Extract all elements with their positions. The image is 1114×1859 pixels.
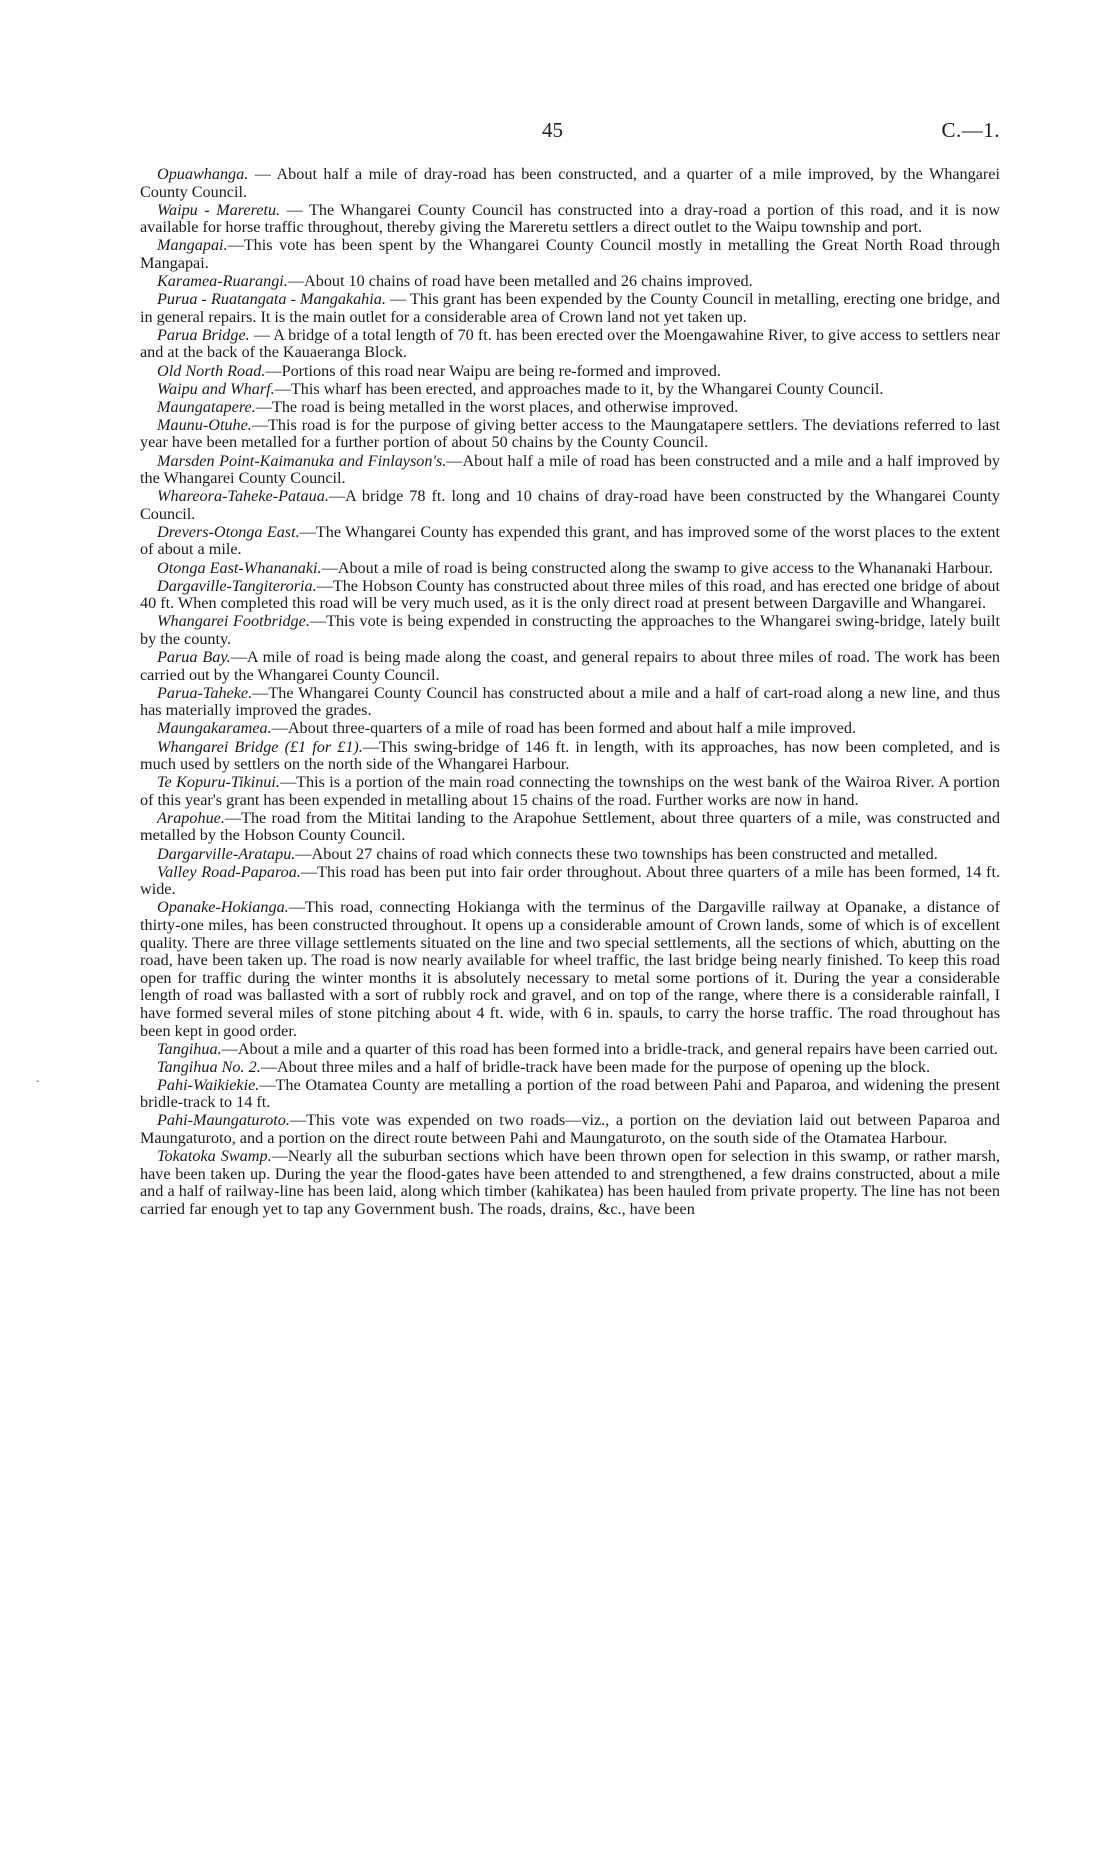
paragraph-heading: Whareora-Taheke-Pataua. [157,487,329,506]
paragraph-heading: Dargaville-Tangiteroria. [157,576,317,595]
paragraph-heading: Pahi-Maungaturoto. [157,1111,290,1130]
paragraph [140,524,1000,559]
paragraph [140,1112,1000,1147]
paragraph [140,864,1000,899]
paragraph-text: —About 10 chains of road have been metalled and 26 chains improved. [287,272,753,291]
paragraph-text: —A mile of road is being made along the coast, and general repairs to about three miles of road. The work has been carried out by the Whangarei County Council. [140,648,1000,684]
paragraph [140,846,1000,864]
report-reference: C.—1. [941,118,1000,142]
paragraph [140,899,1000,1040]
paragraph-heading: Tangihua No. 2. [157,1057,261,1076]
paragraph-heading: Waipu - Mareretu. [157,200,281,219]
page-number: 45 [542,118,563,142]
paragraph-heading: Whangarei Footbridge. [157,612,310,631]
paragraph-text: —Nearly all the suburban sections which have been thrown open for selection in this swamp, or rather marsh, have been taken up. During the year the flood-gates have been attended to and strengthened, a few drains constructed, about a mile and a half of railway-line has been laid, along which timber (kahikatea) has been hauled from private property. The line has not been carried far enough yet to tap any Government bush. The roads, drains, &c., have been [140,1147,1000,1218]
paragraph-text: —The Whangarei County has expended this grant, and has improved some of the worst places to the extent of about a mile. [140,522,1000,559]
paragraph [140,649,1000,684]
paragraph [140,399,1000,417]
paragraph-text: —The Hobson County has constructed about three miles of this road, and has erected one bridge of about 40 ft. When completed this road will be very much used, as it is the only direct road at present between Dargaville and Whangarei. [140,576,1000,613]
paragraph-heading: Waipu and Wharf. [157,379,275,398]
paragraph [140,417,1000,452]
document-page [140,0,1001,1218]
paragraph-heading: Dargarville-Aratapu. [157,844,296,863]
paragraph [140,1041,1000,1059]
paragraph [140,613,1000,648]
paragraph-text: — This grant has been expended by the County Council in metalling, erecting one bridge, and in general repairs. It is the main outlet for a considerable area of Crown land not yet taken up. [140,290,1000,326]
paragraph-heading: Valley Road-Paparoa. [157,862,301,881]
paragraph-text: —About a mile and a quarter of this road has been formed into a bridle-track, and general repairs have been carried out. [221,1039,998,1058]
paragraph [140,327,1000,362]
paragraph-text: —About half a mile of road has been constructed and a mile and a half improved by the Whangarei County Council. [140,451,1000,488]
paragraph-text: — The Whangarei County Council has constructed into a dray-road a portion of this road, and it is now available for horse traffic throughout, thereby giving the Mareretu settlers a direct outlet to the Waipu township and port. [140,200,1000,237]
paragraph-heading: Tangihua. [157,1039,222,1058]
paragraph-text: —A bridge 78 ft. long and 10 chains of dray-road have been constructed by the Whangarei County Council. [140,487,1000,523]
paragraph-heading: Te Kopuru-Tikinui. [157,773,280,792]
paragraph-text: —The road is being metalled in the worst places, and otherwise improved. [255,397,739,416]
paragraph [140,720,1000,738]
paragraph-text: —This wharf has been erected, and approaches made to it, by the Whangarei County Council. [274,379,884,398]
paragraph-text: —About 27 chains of road which connects these two townships has been constructed and metalled. [295,844,938,863]
paragraph-text: —This vote was expended on two roads—viz., a portion on the deviation laid out between Paparoa and Maungaturoto, and a portion on the direct route between Pahi and Maungaturoto, on the south side of the Otamatea Harbour. [140,1111,1000,1148]
paragraph-text: —The Otamatea County are metalling a portion of the road between Pahi and Paparoa, and widening the present bridle-track to 14 ft. [140,1075,1000,1112]
paragraph [140,273,1000,291]
paragraph-text: —About a mile of road is being constructed along the swamp to give access to the Whananaki Harbour. [321,558,993,577]
paragraph-text: —This vote has been spent by the Whangarei County Council mostly in metalling the Great North Road through Mangapai. [140,236,1000,272]
paragraph [140,166,1000,201]
paragraph-heading: Pahi-Waikiekie. [157,1075,260,1094]
paragraph-text: —The Whangarei County Council has constructed about a mile and a half of cart-road along a new line, and thus has materially improved the grades. [140,683,1000,720]
paragraph-heading: Drevers-Otonga East. [157,522,300,541]
paragraph [140,578,1000,613]
paragraph-text: —This road has been put into fair order throughout. About three quarters of a mile has been formed, 14 ft. wide. [140,862,1000,899]
margin-mark: ˆ [36,1080,40,1091]
document-body [140,166,1000,1219]
paragraph-heading: Parua Bay. [157,648,231,667]
paragraph [140,810,1000,845]
paragraph-text: —About three miles and a half of bridle-track have been made for the purpose of opening up the block. [260,1057,931,1076]
paragraph [140,363,1000,381]
paragraph-heading: Opanake-Hokianga. [157,898,289,917]
paragraph-text: — About half a mile of dray-road has been constructed, and a quarter of a mile improved, by the Whangarei County Council. [140,165,1000,201]
paragraph [140,685,1000,720]
paragraph-heading: Parua-Taheke. [157,683,253,702]
paragraph [140,488,1000,523]
paragraph [140,237,1000,272]
paragraph [140,1059,1000,1077]
paragraph-heading: Maungakaramea. [157,719,272,738]
paragraph [140,1148,1000,1218]
paragraph [140,453,1000,488]
paragraph-text: —This road, connecting Hokianga with the terminus of the Dargaville railway at Opanake, a distance of thirty-one miles, has been constructed throughout. It opens up a considerable amount of Crown lands, some of which is of excellent quality. There are three village settlements situated on the line and two special settlements, all the sections of which, abutting on the road, have been taken up. The road is now nearly available for wheel traffic, the last bridge being nearly finished. To keep this road open for traffic during the winter months it is absolutely necessary to metal some portions of it. During the year a considerable length of road was ballasted with a sort of rubbly rock and gravel, and on top of the range, where there is a considerable rainfall, I have formed several miles of stone pitching about 4 ft. wide, with 6 in. spauls, to carry the horse traffic. The road throughout has been kept in good order. [140,898,1000,1040]
paragraph-heading: Parua Bridge. [157,325,250,344]
paragraph-text: — A bridge of a total length of 70 ft. has been erected over the Moengawahine River, to give access to settlers near and at the back of the Kauaeranga Block. [140,325,1001,362]
paragraph [140,381,1000,399]
paragraph [140,202,1000,237]
paragraph-heading: Whangarei Bridge (£1 for £1). [157,737,363,756]
paragraph-heading: Tokatoka Swamp. [157,1147,272,1166]
paragraph-heading: Otonga East-Whananaki. [157,558,322,577]
paragraph-heading: Old North Road. [157,361,266,380]
page-header [140,0,1000,150]
paragraph-text: —This vote is being expended in constructing the approaches to the Whangarei swing-bridge, lately built by the county. [140,612,1000,648]
paragraph-heading: Karamea-Ruarangi. [157,272,288,291]
paragraph-text: —This is a portion of the main road connecting the townships on the west bank of the Wairoa River. A portion of this year's grant has been expended in metalling about 15 chains of the road. Further works are now in hand. [140,773,1000,809]
paragraph-text: —About three-quarters of a mile of road has been formed and about half a mile improved. [271,719,856,738]
paragraph-heading: Maunu-Otuhe. [157,415,252,434]
paragraph [140,1077,1000,1112]
paragraph-heading: Opuawhanga. [157,165,249,183]
paragraph-heading: Mangapai. [157,236,228,255]
paragraph-text: —The road from the Mititai landing to the Arapohue Settlement, about three quarters of a mile, was constructed and metalled by the Hobson County Council. [140,808,1000,845]
paragraph-text: —This road is for the purpose of giving better access to the Maungatapere settlers. The deviations referred to last year have been metalled for a further portion of about 50 chains by the County Council. [140,415,1000,452]
paragraph-heading: Maungatapere. [157,397,256,416]
paragraph [140,739,1000,774]
paragraph [140,560,1000,578]
paragraph [140,774,1000,809]
paragraph [140,291,1000,326]
paragraph-heading: Arapohue. [157,808,225,827]
paragraph-text: —Portions of this road near Waipu are being re-formed and improved. [265,361,721,380]
paragraph-heading: Purua - Ruatangata - Mangakahia. [157,290,386,309]
paragraph-text: —This swing-bridge of 146 ft. in length, with its approaches, has now been completed, and is much used by settlers on the north side of the Whangarei Harbour. [140,737,1000,774]
paragraph-heading: Marsden Point-Kaimanuka and Finlayson's. [157,451,447,470]
